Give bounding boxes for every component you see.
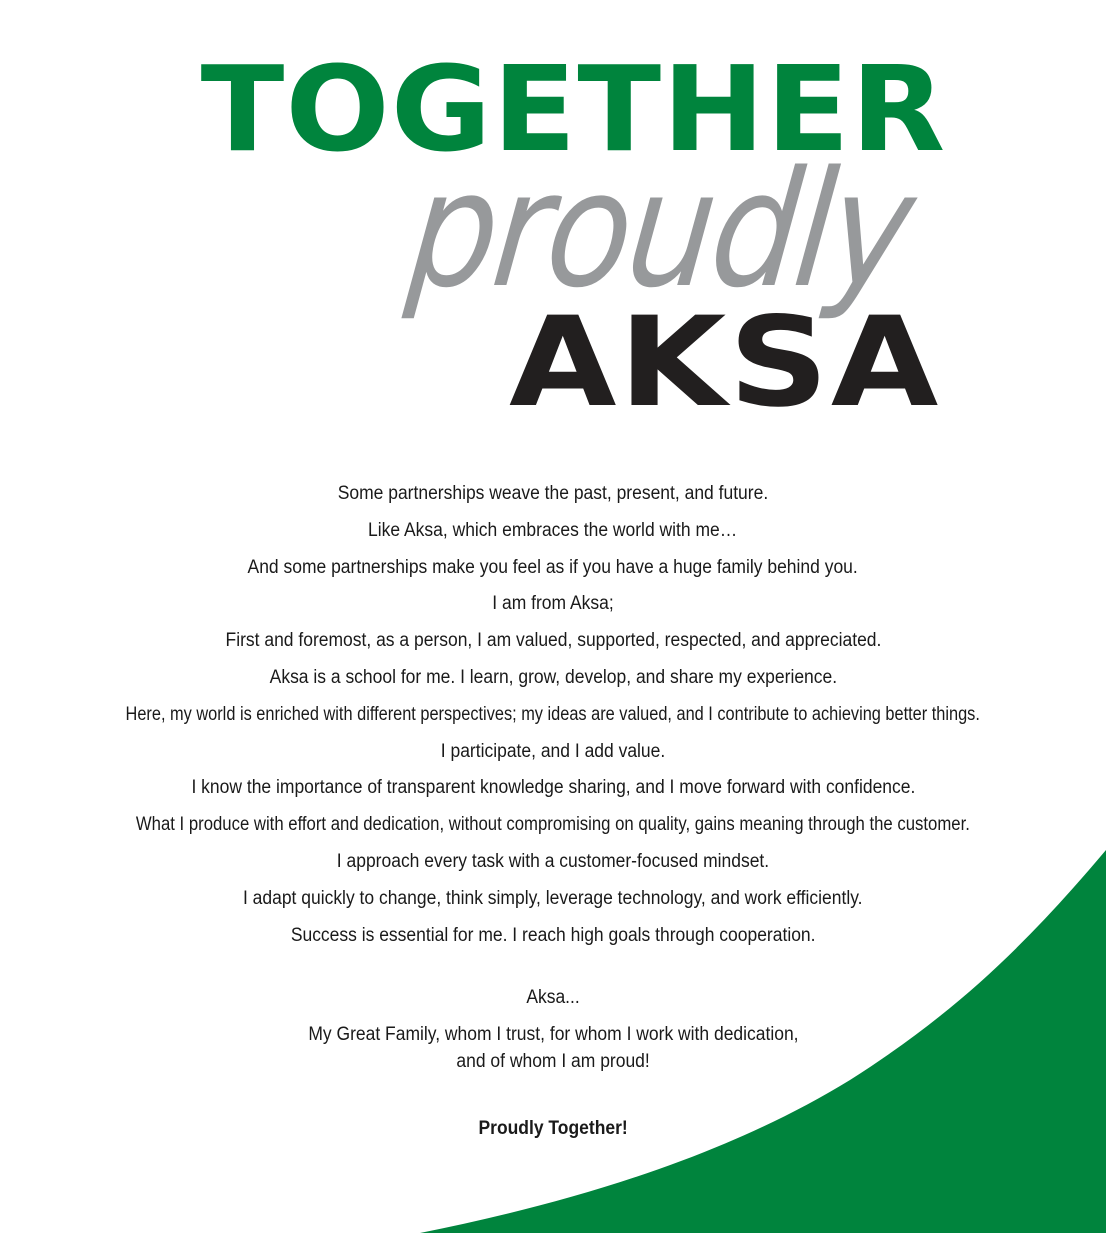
closing-aksa: Aksa... (526, 987, 580, 1008)
title-aksa: AKSA (509, 291, 941, 435)
body-line: What I produce with effort and dedication, without compromising on quality, gains meaning through the customer. (136, 814, 970, 836)
body-line: Like Aksa, which embraces the world with me… (368, 519, 738, 541)
title-proudly: proudly (401, 136, 920, 323)
closing-family-line-1: My Great Family, whom I trust, for whom I work with dedication, (307, 1024, 799, 1045)
body-line: Here, my world is enriched with different perspectives; my ideas are valued, and I contribute to achieving better things. (125, 703, 981, 725)
body-line: And some partnerships make you feel as if you have a huge family behind you. (247, 556, 859, 578)
body-line: Success is essential for me. I reach high goals through cooperation. (290, 924, 816, 946)
closing-tagline: Proudly Together! (478, 1118, 628, 1139)
title-block (0, 0, 1106, 435)
body-text (30, 476, 1076, 954)
body-line: I know the importance of transparent knowledge sharing, and I move forward with confidence. (191, 777, 915, 799)
body-line: Some partnerships weave the past, present, and future. (337, 483, 769, 504)
body-line: First and foremost, as a person, I am valued, supported, respected, and appreciated. (225, 630, 881, 652)
body-line: I participate, and I add value. (440, 740, 666, 762)
title-together: TOGETHER (200, 40, 946, 178)
closing-family-line-2: and of whom I am proud! (456, 1051, 650, 1072)
body-line: I am from Aksa; (492, 593, 614, 615)
body-line: Aksa is a school for me. I learn, grow, develop, and share my experience. (269, 666, 837, 688)
body-line: I adapt quickly to change, think simply, leverage technology, and work efficiently. (243, 887, 863, 909)
body-line: I approach every task with a customer-focused mindset. (336, 850, 770, 872)
